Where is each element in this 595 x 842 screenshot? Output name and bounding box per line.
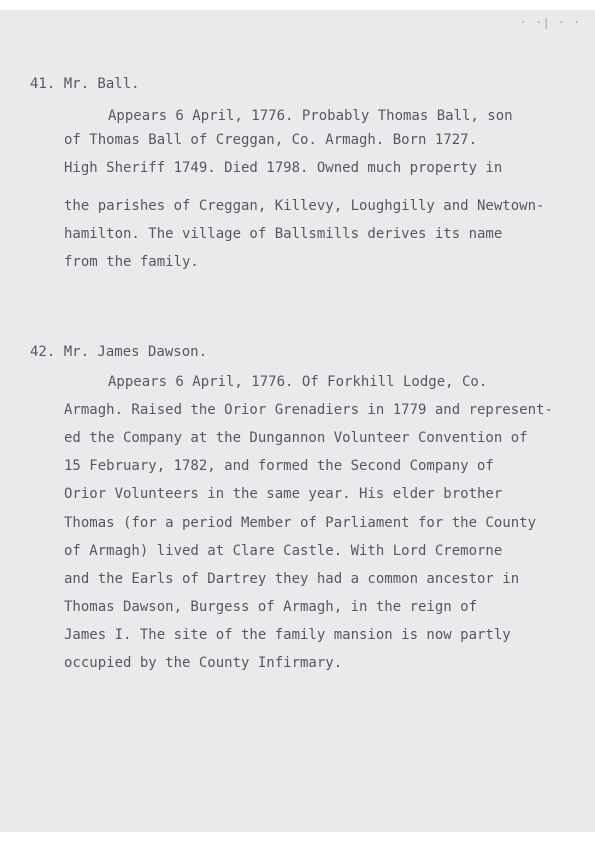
entry-text-line: from the family. <box>64 254 199 270</box>
entry-text-line: ed the Company at the Dungannon Volunteer Convention of <box>64 430 528 446</box>
entry-text-line: of Armagh) lived at Clare Castle. With Lord Cremorne <box>64 543 503 559</box>
entry-text-line: Thomas Dawson, Burgess of Armagh, in the reign of <box>64 599 478 615</box>
entry-text-line: Thomas (for a period Member of Parliament for the County <box>64 515 537 531</box>
scan-border-top <box>0 0 595 10</box>
entry-text-line: Appears 6 April, 1776. Of Forkhill Lodge, Co. <box>108 374 488 390</box>
page-number-mark: · ·| · · <box>520 16 581 29</box>
entry-text-line: of Thomas Ball of Creggan, Co. Armagh. Born 1727. <box>64 132 478 148</box>
document-page <box>0 10 595 832</box>
entry-text-line: 15 February, 1782, and formed the Second Company of <box>64 458 494 474</box>
entry-text-line: High Sheriff 1749. Died 1798. Owned much property in <box>64 160 503 176</box>
entry-text-line: Armagh. Raised the Orior Grenadiers in 1779 and represent- <box>64 402 553 418</box>
entry-text-line: hamilton. The village of Ballsmills derives its name <box>64 226 503 242</box>
entry-heading: 41. Mr. Ball. <box>30 76 140 92</box>
scan-border-bottom <box>0 832 595 842</box>
entry-text-line: the parishes of Creggan, Killevy, Loughgilly and Newtown- <box>64 198 545 214</box>
entry-text-line: James I. The site of the family mansion is now partly <box>64 627 511 643</box>
entry-text-line: Appears 6 April, 1776. Probably Thomas Ball, son <box>108 108 513 124</box>
entry-heading: 42. Mr. James Dawson. <box>30 344 208 360</box>
entry-text-line: and the Earls of Dartrey they had a common ancestor in <box>64 571 520 587</box>
entry-text-line: occupied by the County Infirmary. <box>64 655 343 671</box>
entry-text-line: Orior Volunteers in the same year. His elder brother <box>64 486 503 502</box>
